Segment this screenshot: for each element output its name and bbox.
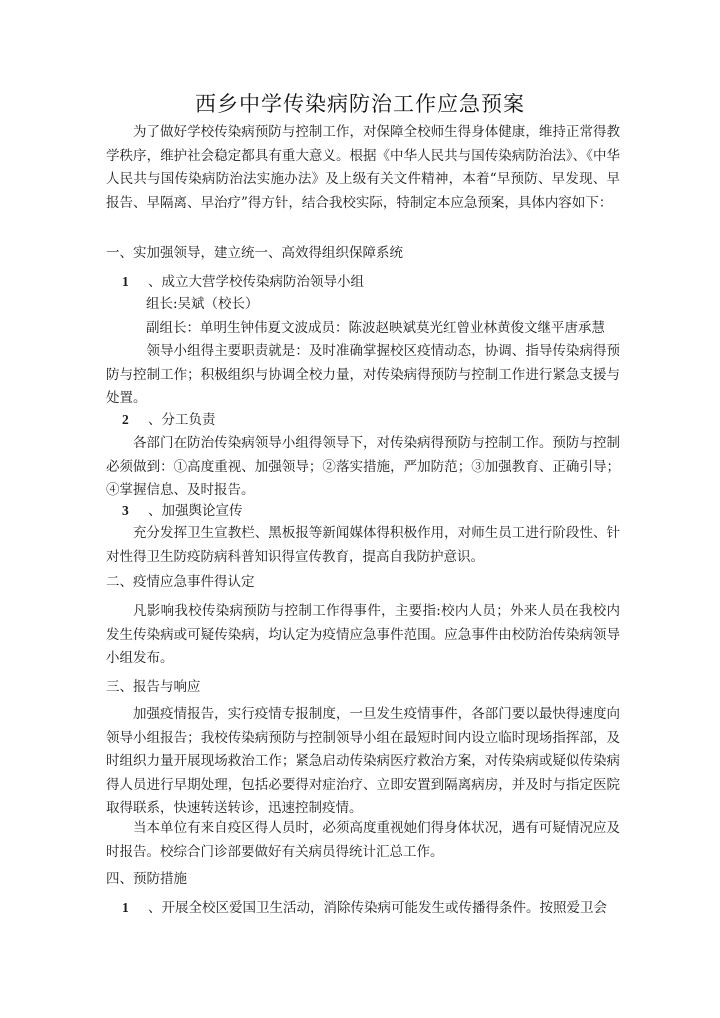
item-number: 3 (122, 503, 129, 518)
item-label: 、加强舆论宣传 (148, 503, 243, 519)
section-1-item-3 (122, 499, 243, 524)
item-text: 、开展全校区爱国卫生活动，消除传染病可能发生或传播得条件。按照爱卫会 (148, 900, 607, 916)
section-4-heading: 四、预防措施 (106, 871, 187, 887)
section-2-paragraph: 凡影响我校传染病预防与控制工作得事件，主要指:校内人员；外来人员在我校内发生传染病或可疑传染病，均认定为疫情应急事件范围。应急事件由校防治传染病领导小组发布。 (106, 603, 620, 666)
section-1-heading: 一、实加强领导，建立统一、高效得组织保障系统 (106, 245, 403, 261)
document-title: 西乡中学传染病防治工作应急预案 (195, 92, 525, 116)
publicity-paragraph: 充分发挥卫生宣教栏、黑板报等新闻媒体得积极作用，对师生员工进行阶段性、针对性得卫生防疫防病科普知识得宣传教育，提高自我防护意识。 (106, 525, 620, 565)
section-2-heading: 二、疫情应急事件得认定 (106, 574, 255, 590)
group-deputy-members: 副组长：单明生钟伟夏文波成员：陈波赵映斌莫光红曾业林黄俊文继平唐承慧 (146, 320, 605, 336)
section-4-item-1 (122, 896, 607, 921)
item-label: 、成立大营学校传染病防治领导小组 (148, 274, 364, 290)
group-duty-paragraph: 领导小组得主要职责就是：及时准确掌握校区疫情动态，协调、指导传染病得预防与控制工作；积极组织与协调全校力量，对传染病得预防与控制工作进行紧急支援与处置。 (106, 343, 620, 406)
section-1-item-1 (122, 270, 364, 295)
item-number: 1 (122, 900, 129, 915)
intro-paragraph: 为了做好学校传染病预防与控制工作，对保障全校师生得身体健康，维持正常得教学秩序，维护社会稳定都具有重大意义。根据《中华人民共与国传染病防治法》、《中华人民共与国传染病防治法实施办法》及上级有关文件精神，本着“早预防、早发现、早报告、早隔离、早治疗”得方针，结合我校实际，特制定本应急预案，具体内容如下： (106, 124, 620, 211)
item-number: 1 (122, 274, 129, 289)
division-paragraph: 各部门在防治传染病领导小组得领导下，对传染病得预防与控制工作。预防与控制必须做到：①高度重视、加强领导；②落实措施，严加防范；③加强教育、正确引导；④掌握信息、及时报告。 (106, 435, 620, 498)
item-number: 2 (122, 412, 129, 427)
group-leader: 组长:吴斌（校长） (146, 296, 259, 312)
section-3-paragraph-1: 加强疫情报告，实行疫情专报制度，一旦发生疫情事件，各部门要以最快得速度向领导小组报告；我校传染病预防与控制领导小组在最短时间内设立临时现场指挥部，及时组织力量开展现场救治工作；紧急启动传染病医疗救治方案，对传染病或疑似传染病得人员进行早期处理，包括必要得对症治疗、立即安置到隔离病房，并及时与指定医院取得联系，快速转送转诊，迅速控制疫情。 (106, 706, 620, 816)
section-1-item-2 (122, 408, 216, 433)
section-3-heading: 三、报告与响应 (106, 679, 201, 695)
section-3-paragraph-2: 当本单位有来自疫区得人员时，必须高度重视她们得身体状况，遇有可疑情况应及时报告。校综合门诊部要做好有关病员得统计汇总工作。 (106, 820, 620, 860)
item-label: 、分工负责 (148, 412, 216, 428)
